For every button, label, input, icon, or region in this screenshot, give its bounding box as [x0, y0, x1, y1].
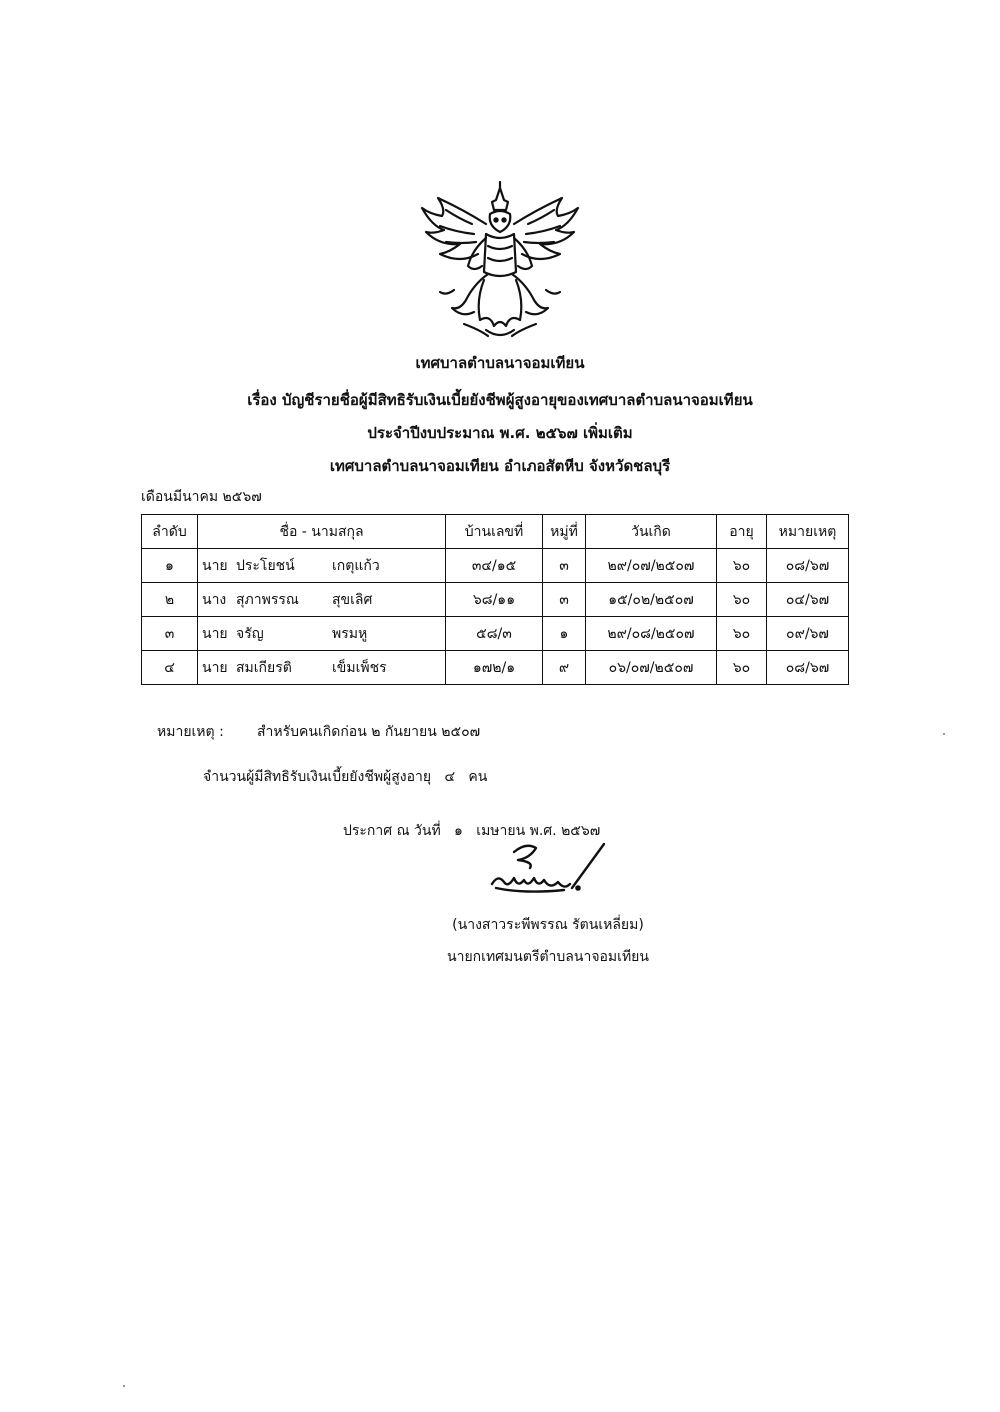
row-name	[198, 583, 446, 617]
header-dob: วันเกิด	[586, 515, 717, 549]
row-house: ๖๘/๑๑	[446, 583, 543, 617]
row-name	[198, 651, 446, 685]
row-last-name: เข็มเพ็ชร	[332, 659, 387, 676]
org-title: เทศบาลตำบลนาจอมเทียน	[415, 354, 585, 372]
row-moo: ๑	[543, 617, 586, 651]
row-name	[198, 549, 446, 583]
header-name: ชื่อ - นามสกุล	[198, 515, 446, 549]
row-age: ๖๐	[717, 549, 767, 583]
row-title: นาง	[202, 591, 227, 608]
table-row	[142, 617, 849, 651]
header-house: บ้านเลขที่	[446, 515, 543, 549]
row-no: ๒	[142, 583, 198, 617]
row-house: ๕๘/๓	[446, 617, 543, 651]
remark-text: สำหรับคนเกิดก่อน ๒ กันยายน ๒๕๐๗	[257, 724, 481, 740]
row-age: ๖๐	[717, 651, 767, 685]
table-row	[142, 651, 849, 685]
row-note: ๐๔/๖๗	[767, 583, 849, 617]
table-row	[142, 549, 849, 583]
row-first-name: สมเกียรติ	[236, 659, 292, 676]
row-title: นาย	[202, 659, 228, 676]
location-title: เทศบาลตำบลนาจอมเทียน อำเภอสัตหีบ จังหวัดชลบุรี	[329, 457, 671, 475]
subject-title: เรื่อง บัญชีรายชื่อผู้มีสิทธิรับเงินเบี้ยยังชีพผู้สูงอายุของเทศบาลตำบลนาจอมเทียน	[247, 391, 753, 409]
row-age: ๖๐	[717, 617, 767, 651]
fiscal-year-title: ประจำปีงบประมาณ พ.ศ. ๒๕๖๗ เพิ่มเติม	[367, 424, 633, 442]
row-note: ๐๘/๖๗	[767, 549, 849, 583]
row-dob: ๑๕/๐๒/๒๕๐๗	[586, 583, 717, 617]
signer-position: นายกเทศมนตรีตำบลนาจอมเทียน	[447, 949, 649, 965]
announcement-date: ประกาศ ณ วันที่ ๑ เมษายน พ.ศ. ๒๕๖๗	[343, 823, 601, 839]
remark	[157, 721, 480, 743]
row-note: ๐๙/๖๗	[767, 617, 849, 651]
row-age: ๖๐	[717, 583, 767, 617]
row-title: นาย	[202, 625, 228, 642]
row-house: ๑๗๒/๑	[446, 651, 543, 685]
row-title: นาย	[202, 557, 228, 574]
row-moo: ๓	[543, 549, 586, 583]
row-first-name: ประโยชน์	[236, 557, 295, 574]
row-dob: ๒๙/๐๘/๒๕๐๗	[586, 617, 717, 651]
row-last-name: เกตุแก้ว	[332, 557, 380, 574]
header-no: ลำดับ	[142, 515, 198, 549]
scan-speck	[123, 1385, 125, 1387]
signer-name: (นางสาวระพีพรรณ รัตนเหลี่ยม)	[452, 917, 644, 933]
row-first-name: สุภาพรรณ	[236, 591, 299, 608]
beneficiary-table	[141, 514, 849, 685]
row-dob: ๒๙/๐๗/๒๕๐๗	[586, 549, 717, 583]
month-label: เดือนมีนาคม ๒๕๖๗	[141, 489, 262, 505]
row-name	[198, 617, 446, 651]
row-moo: ๙	[543, 651, 586, 685]
table-header-row	[142, 515, 849, 549]
row-no: ๓	[142, 617, 198, 651]
remark-label: หมายเหตุ :	[157, 724, 224, 740]
header-age: อายุ	[717, 515, 767, 549]
garuda-emblem-icon	[416, 180, 584, 342]
handwritten-signature-icon	[484, 838, 634, 898]
header-note: หมายเหตุ	[767, 515, 849, 549]
row-house: ๓๔/๑๕	[446, 549, 543, 583]
row-dob: ๐๖/๐๗/๒๕๐๗	[586, 651, 717, 685]
row-last-name: พรมหู	[332, 625, 368, 642]
row-first-name: จรัญ	[236, 625, 264, 642]
header-moo: หมู่ที่	[543, 515, 586, 549]
table-row	[142, 583, 849, 617]
row-note: ๐๘/๖๗	[767, 651, 849, 685]
scan-speck	[943, 733, 945, 735]
row-moo: ๓	[543, 583, 586, 617]
beneficiary-count: จำนวนผู้มีสิทธิรับเงินเบี้ยยังชีพผู้สูงอายุ ๔ คน	[203, 769, 488, 785]
row-last-name: สุขเลิศ	[332, 591, 373, 608]
row-no: ๔	[142, 651, 198, 685]
row-no: ๑	[142, 549, 198, 583]
